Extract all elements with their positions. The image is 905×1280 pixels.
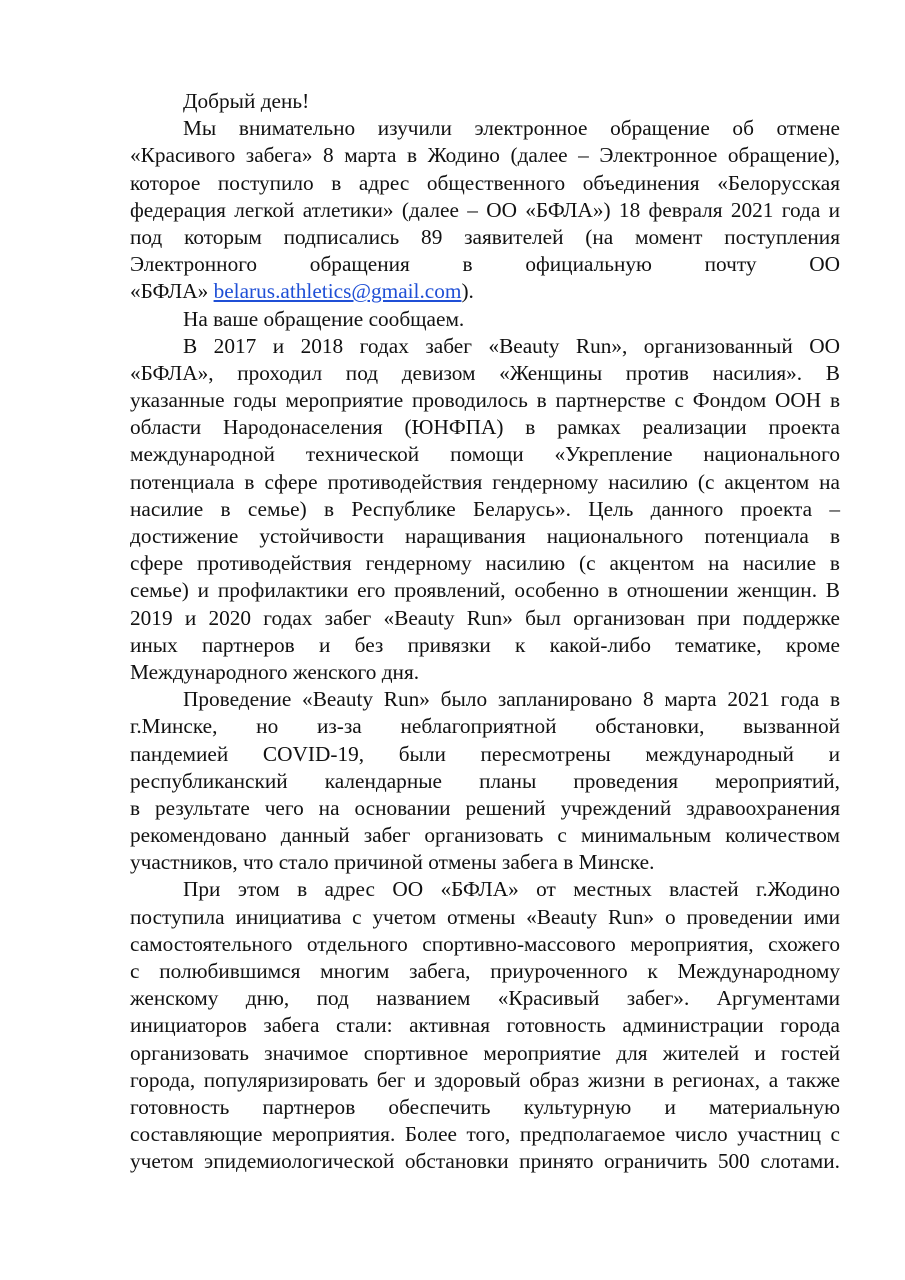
letter-body [130, 88, 840, 1176]
text-line: указанные годы мероприятие проводилось в партнерстве с Фондом ООН в [130, 388, 840, 413]
text-line: сфере противодействия гендерному насилию (с акцентом на насилие в [130, 551, 840, 576]
text-line: потенциала в сфере противодействия гендерному насилию (с акцентом на [130, 469, 840, 494]
paragraph-appeal [130, 115, 840, 305]
text-line: которое поступило в адрес общественного объединения «Белорусская [130, 170, 840, 195]
text-line: под которым подписались 89 заявителей (на момент поступления [130, 224, 840, 249]
text-line: пандемией COVID-19, были пересмотрены международный и [130, 741, 840, 766]
text-line: 2019 и 2020 годах забег «Beauty Run» был организован при поддержке [130, 605, 840, 630]
text-line: в результате чего на основании решений учреждений здравоохранения [130, 795, 840, 820]
text-line: Мы внимательно изучили электронное обращение об отмене [183, 116, 840, 141]
paragraph-reply-intro [130, 306, 840, 333]
text-line: Международного женского дня. [130, 659, 420, 684]
text-line: готовность партнеров обеспечить культурную и материальную [130, 1094, 840, 1119]
text-line: В 2017 и 2018 годах забег «Beauty Run», организованный ОО [183, 333, 840, 358]
text-line: с полюбившимся многим забега, приуроченного к Международному [130, 959, 840, 983]
text-line: иных партнеров и без привязки к какой-либо тематике, кроме [130, 632, 840, 657]
text-line: женскому дню, под названием «Красивый забег». Аргументами [130, 986, 840, 1011]
text-line: На ваше обращение сообщаем. [183, 306, 465, 331]
email-link[interactable]: belarus.athletics@gmail.com [213, 279, 462, 304]
text-line: При этом в адрес ОО «БФЛА» от местных властей г.Жодино [183, 877, 840, 902]
text-fragment: ). [461, 279, 474, 304]
text-line: города, популяризировать бег и здоровый образ жизни в регионах, а также [130, 1067, 840, 1092]
text-line: рекомендовано данный забег организовать с минимальным количеством [130, 823, 840, 848]
text-line: федерация легкой атлетики» (далее – ОО «БФЛА») 18 февраля 2021 года и [130, 197, 840, 222]
text-line: «Красивого забега» 8 марта в Жодино (далее – Электронное обращение), [130, 143, 840, 168]
text-line [130, 278, 840, 305]
text-line: Проведение «Beauty Run» было запланировано 8 марта 2021 года в [183, 687, 840, 712]
text-fragment: «БФЛА» [130, 279, 214, 304]
text-line: инициаторов забега стали: активная готовность администрации города [130, 1013, 840, 1038]
paragraph-history [130, 333, 840, 686]
text-line: республиканский календарные планы проведения мероприятий, [130, 768, 840, 793]
text-line: международной технической помощи «Укрепление национального [130, 442, 840, 467]
text-line: «БФЛА», проходил под девизом «Женщины против насилия». В [130, 360, 840, 385]
greeting: Добрый день! [183, 89, 310, 113]
text-line: составляющие мероприятия. Более того, предполагаемое число участниц с [130, 1122, 840, 1147]
text-line: самостоятельного отдельного спортивно-массового мероприятия, схожего [130, 931, 840, 956]
text-line: г.Минске, но из-за неблагоприятной обстановки, вызванной [130, 714, 840, 739]
text-line: области Народонаселения (ЮНФПА) в рамках реализации проекта [130, 415, 840, 440]
text-line: поступила инициатива с учетом отмены «Beauty Run» о проведении ими [130, 904, 840, 929]
paragraph-zhodino-initiative [130, 876, 840, 1175]
text-line: достижение устойчивости наращивания национального потенциала в [130, 524, 840, 548]
paragraph-cancellation [130, 686, 840, 876]
text-line: насилие в семье) в Республике Беларусь». Цель данного проекта – [130, 496, 840, 521]
text-line: организовать значимое спортивное мероприятие для жителей и гостей [130, 1040, 840, 1065]
text-line: семье) и профилактики его проявлений, особенно в отношении женщин. В [130, 578, 840, 603]
text-line: участников, что стало причиной отмены забега в Минске. [130, 850, 655, 875]
text-line: учетом эпидемиологической обстановки принято ограничить 500 слотами. [130, 1149, 840, 1174]
text-line: Электронного обращения в официальную почту ОО [130, 252, 840, 277]
